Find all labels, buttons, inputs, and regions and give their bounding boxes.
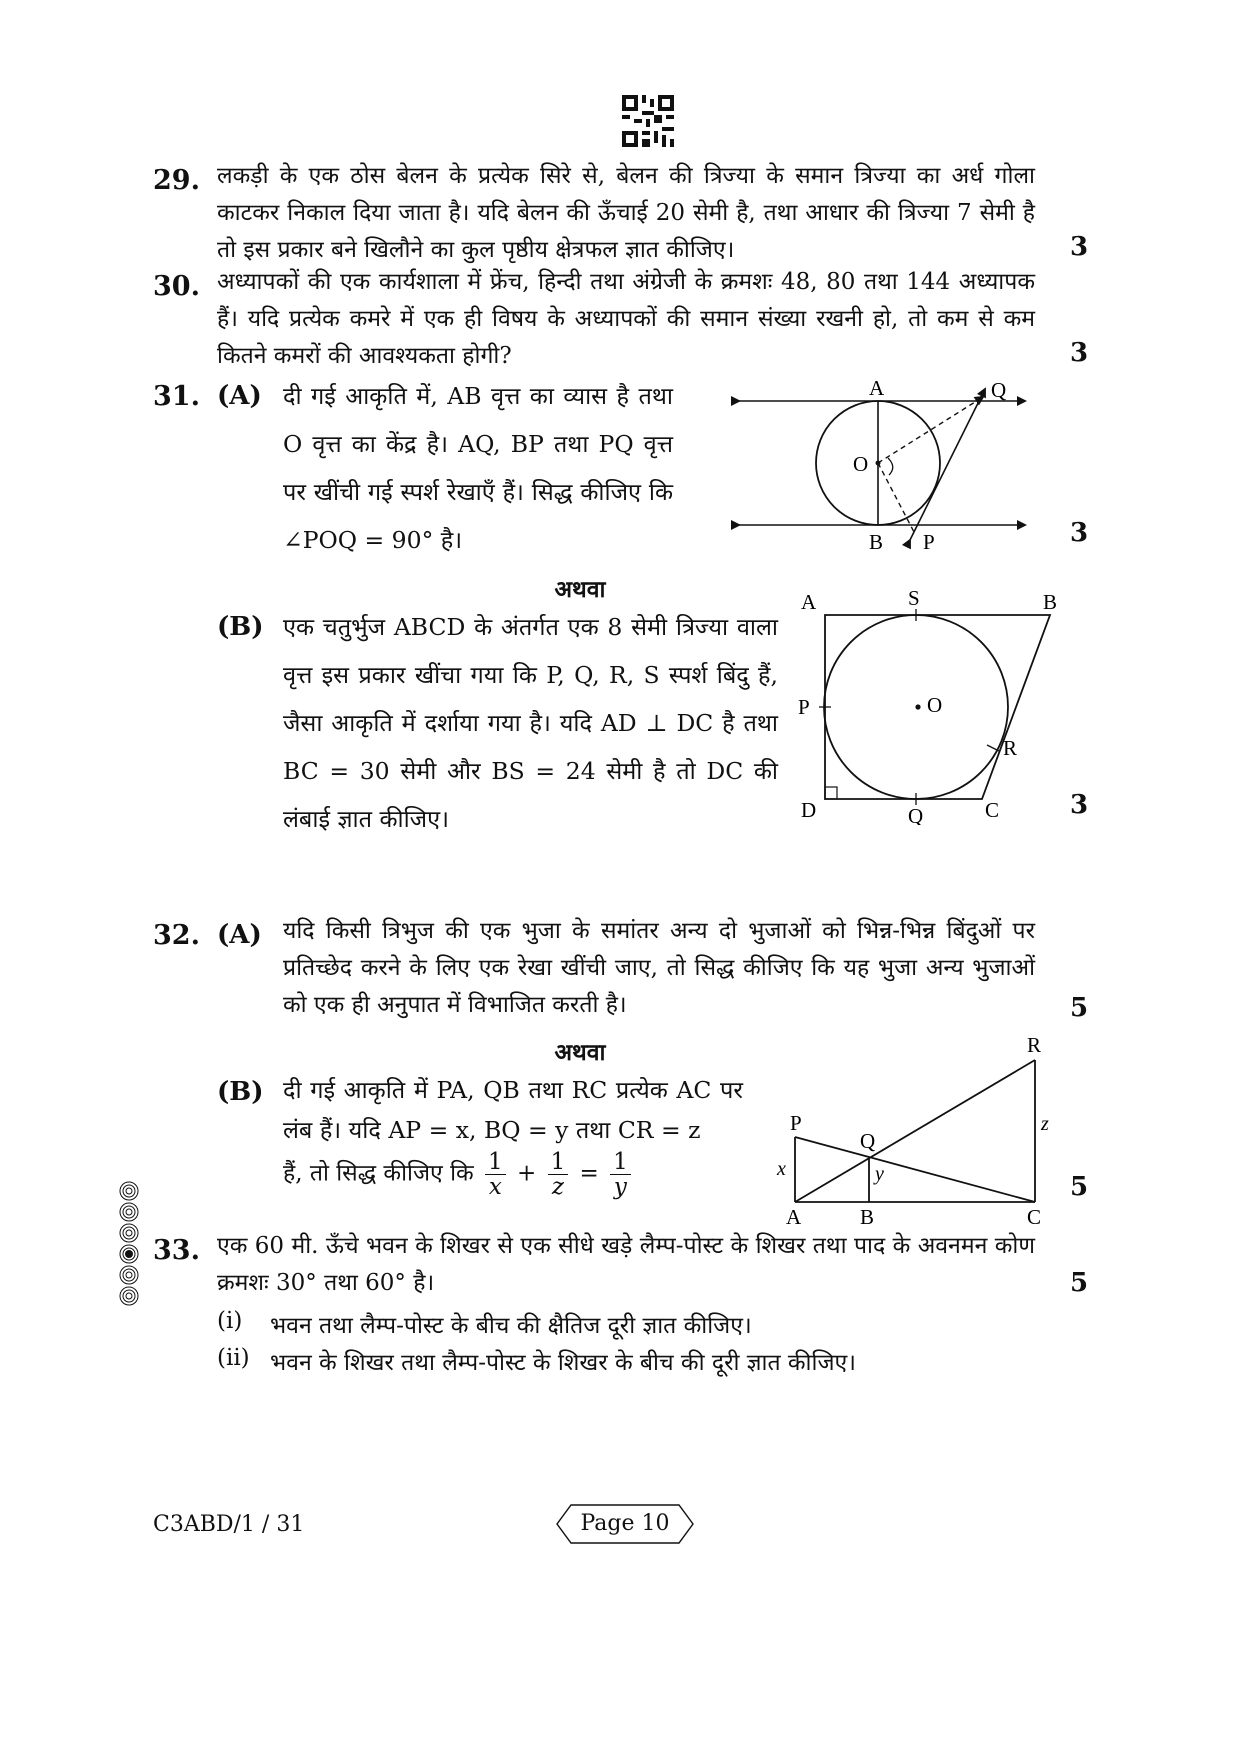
fig31b-label-d: D <box>801 798 817 822</box>
q30-marks: 3 <box>1070 338 1089 368</box>
fig31a-label-q: Q <box>991 378 1007 402</box>
q30-text: अध्यापकों की एक कार्यशाला में फ्रेंच, हिन्दी तथा अंग्रेजी के क्रमशः 48, 80 तथा 144 अध्यापक हैं। यदि प्रत्येक कमरे में एक ही विषय के अध्यापकों की समान संख्या रखनी हो, तो कम से कम कितने कमरों की आवश्यकता होगी? <box>217 269 1035 369</box>
equals-sign: = <box>579 1160 599 1187</box>
fraction-1-over-y: $\frac{1}{y}$ <box>610 1150 631 1199</box>
q32-option-b-label: (B) <box>217 1077 264 1107</box>
fig31b-label-a: A <box>801 590 817 614</box>
fig31b-label-q: Q <box>908 804 924 825</box>
fraction-1-over-x: $\frac{1}{x}$ <box>485 1150 506 1199</box>
margin-ornament <box>118 1180 140 1310</box>
q32-option-a-label: (A) <box>217 920 262 950</box>
q32-option-b-text-2: हैं, तो सिद्ध कीजिए कि <box>283 1160 474 1187</box>
fig32b-label-b: B <box>860 1205 875 1229</box>
fig32b-label-x: x <box>777 1158 786 1180</box>
q29-marks: 3 <box>1070 232 1089 262</box>
fig31b-label-o: O <box>927 693 943 717</box>
q31-option-b-marks: 3 <box>1070 790 1089 820</box>
fig31b-label-p: P <box>798 695 810 719</box>
q31-option-a-label: (A) <box>217 381 262 411</box>
qr-code <box>622 95 674 147</box>
q32-or-divider: अथवा <box>554 1039 606 1066</box>
q29-text: लकड़ी के एक ठोस बेलन के प्रत्येक सिरे से, बेलन की त्रिज्या के समान त्रिज्या का अर्ध गोला काटकर निकाल दिया जाता है। यदि बेलन की ऊँचाई 20 सेमी है, तथा आधार की त्रिज्या 7 सेमी है तो इस प्रकार बने खिलौने का कुल पृष्ठीय क्षेत्रफल ज्ञात कीजिए। <box>217 163 1035 263</box>
fig32b-label-r: R <box>1027 1033 1042 1057</box>
q29-number: 29. <box>153 165 200 196</box>
figure-31a-tangent-circle <box>725 375 1035 550</box>
fig31a-label-a: A <box>869 376 885 400</box>
q33-marks: 5 <box>1070 1268 1089 1298</box>
q32-option-a-text: यदि किसी त्रिभुज की एक भुजा के समांतर अन्य दो भुजाओं को भिन्न-भिन्न बिंदुओं पर प्रतिच्छेद करने के लिए एक रेखा खींची जाए, तो सिद्ध कीजिए कि यह भुजा अन्य भुजाओं को एक ही अनुपात में विभाजित करती है। <box>283 918 1035 1018</box>
q33-sub-ii-label: (ii) <box>217 1345 250 1371</box>
fraction-1-over-z: $\frac{1}{z}$ <box>548 1150 569 1199</box>
q31-number: 31. <box>153 381 200 412</box>
q32-number: 32. <box>153 920 200 951</box>
fig31b-label-s: S <box>908 586 920 610</box>
q33-sub-i-text: भवन तथा लैम्प-पोस्ट के बीच की क्षैतिज दूरी ज्ञात कीजिए। <box>270 1313 752 1339</box>
page-number-badge <box>555 1503 695 1545</box>
paper-code: C3ABD/1 / 31 <box>153 1512 305 1537</box>
plus-sign: + <box>516 1160 537 1187</box>
fig32b-label-y: y <box>875 1163 884 1185</box>
figure-32b-perpendiculars <box>775 1030 1060 1230</box>
fig32b-label-c: C <box>1027 1205 1042 1229</box>
q31-option-b-label: (B) <box>217 612 264 642</box>
fig32b-label-a: A <box>786 1205 802 1229</box>
fig31a-label-o: O <box>853 452 869 476</box>
q31-option-a-text: दी गई आकृति में, AB वृत्त का व्यास है तथा O वृत्त का केंद्र है। AQ, BP तथा PQ वृत्त पर खींची गई स्पर्श रेखाएँ हैं। सिद्ध कीजिए कि ∠POQ = 90° है। <box>283 382 673 554</box>
q32-option-b-text-1: दी गई आकृति में PA, QB तथा RC प्रत्येक AC पर लंब हैं। यदि AP = x, BQ = y तथा CR = z <box>283 1076 743 1144</box>
fig32b-label-q: Q <box>860 1129 876 1153</box>
q33-sub-i-label: (i) <box>217 1308 243 1334</box>
figure-31b-quadrilateral-incircle <box>795 585 1070 825</box>
fig32b-label-z: z <box>1041 1113 1049 1135</box>
q33-number: 33. <box>153 1235 200 1266</box>
q30-number: 30. <box>153 271 200 302</box>
q32-option-a-marks: 5 <box>1070 993 1089 1023</box>
fig31a-label-b: B <box>869 530 884 550</box>
q31-option-a-marks: 3 <box>1070 518 1089 548</box>
q31-or-divider: अथवा <box>554 576 606 603</box>
q33-text: एक 60 मी. ऊँचे भवन के शिखर से एक सीधे खड़े लैम्प-पोस्ट के शिखर तथा पाद के अवनमन कोण क्रमशः 30° तथा 60° है। <box>217 1233 1035 1296</box>
fig32b-label-p: P <box>790 1111 802 1135</box>
q32-option-b-marks: 5 <box>1070 1172 1089 1202</box>
q33-sub-ii-text: भवन के शिखर तथा लैम्प-पोस्ट के शिखर के बीच की दूरी ज्ञात कीजिए। <box>270 1350 856 1376</box>
fig31a-label-p: P <box>923 530 935 550</box>
fig31b-label-c: C <box>985 798 1000 822</box>
fig31b-label-r: R <box>1003 736 1018 760</box>
page-number: Page 10 <box>580 1511 670 1536</box>
q31-option-b-text: एक चतुर्भुज ABCD के अंतर्गत एक 8 सेमी त्रिज्या वाला वृत्त इस प्रकार खींचा गया कि P, Q, R, S स्पर्श बिंदु हैं, जैसा आकृति में दर्शाया गया है। यदि AD ⊥ DC है तथा BC = 30 सेमी और BS = 24 सेमी है तो DC की लंबाई ज्ञात कीजिए। <box>283 613 778 833</box>
fig31b-label-b: B <box>1043 590 1058 614</box>
q32-option-b-proof-line <box>283 1150 635 1199</box>
